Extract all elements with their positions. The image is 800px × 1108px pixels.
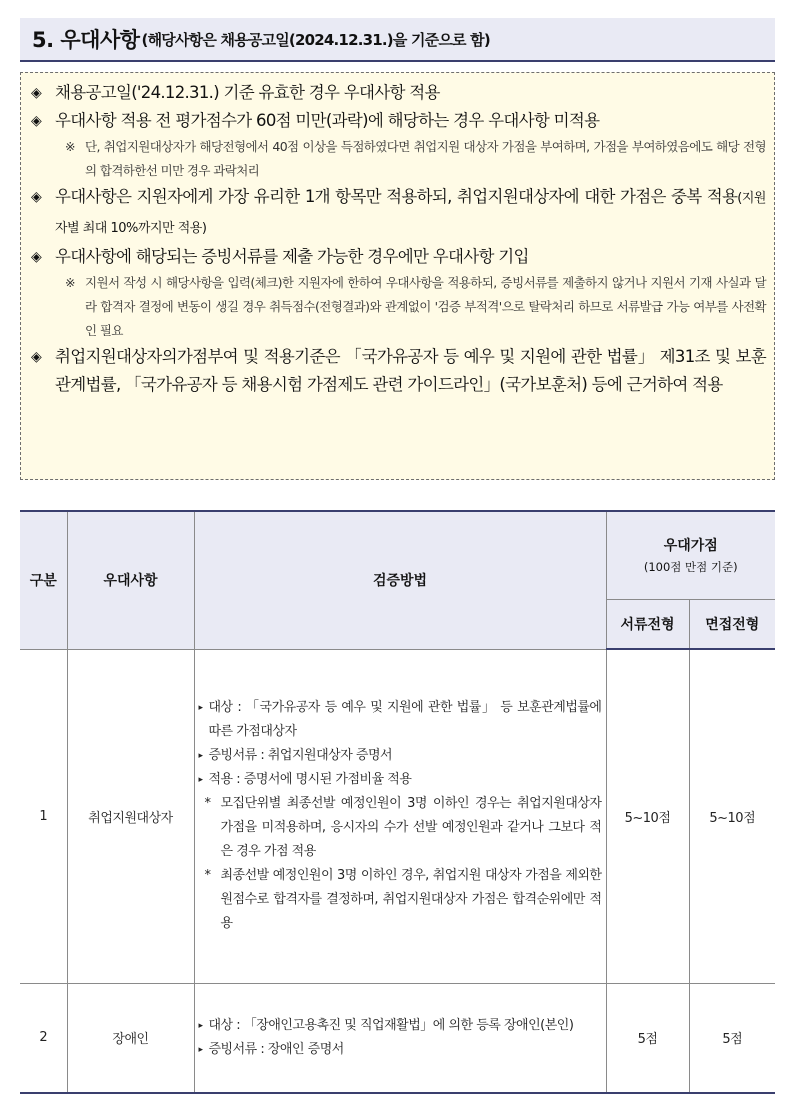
header-category: 구분 bbox=[20, 511, 67, 649]
method-text: 적용 : 증명서에 명시된 가점비율 적용 bbox=[208, 772, 412, 787]
header-method: 검증방법 bbox=[194, 511, 606, 649]
header-points-label: 우대가점 bbox=[663, 538, 718, 555]
row-preference-name: 취업지원대상자 bbox=[67, 649, 194, 983]
asterisk-icon: * bbox=[204, 796, 211, 811]
notice-note-text: 지원서 작성 시 해당사항을 입력(체크)한 지원자에 한하여 우대사항을 적용하되, 증빙서류를 제출하지 않거나 지원서 기재 사실과 달라 합격자 결정에 변동이 생길 경우 취득점수(전형결과)와 관계없이 '검증 부적격'으로 탈락처리 하므로 서류발급 가능 여부를 사전확인 필요 bbox=[85, 275, 766, 338]
notice-item-main: 우대사항은 지원자에게 가장 유리한 1개 항목만 적용하되, 취업지원대상자에 대한 가점은 중복 적용 bbox=[55, 187, 738, 206]
method-line bbox=[199, 1038, 602, 1062]
notice-item bbox=[31, 107, 766, 135]
method-text: 최종선발 예정인원이 3명 이하인 경우, 취업지원 대상자 가점을 제외한 원점수로 합격자를 결정하며, 취업지원대상자 가점은 합격순위에만 적용 bbox=[220, 868, 602, 931]
method-text: 증빙서류 : 취업지원대상자 증명서 bbox=[208, 748, 393, 763]
header-interview-stage: 면접전형 bbox=[689, 599, 775, 649]
triangle-bullet-icon: ▸ bbox=[198, 1020, 203, 1031]
notice-box bbox=[20, 72, 775, 480]
asterisk-icon: * bbox=[204, 868, 211, 883]
method-line bbox=[199, 1014, 602, 1038]
method-line bbox=[199, 768, 602, 792]
table-row bbox=[20, 649, 775, 983]
notice-item bbox=[31, 343, 766, 399]
method-text: 대상 : 「장애인고용촉진 및 직업재활법」에 의한 등록 장애인(본인) bbox=[208, 1017, 574, 1033]
note-mark-icon: ※ bbox=[65, 275, 75, 290]
method-line bbox=[199, 696, 602, 744]
row-number: 2 bbox=[20, 983, 67, 1093]
diamond-bullet-icon: ◈ bbox=[31, 85, 42, 101]
notice-item bbox=[31, 243, 766, 271]
method-line bbox=[199, 744, 602, 768]
diamond-bullet-icon: ◈ bbox=[31, 113, 42, 129]
row-number: 1 bbox=[20, 649, 67, 983]
notice-note bbox=[31, 135, 766, 183]
notice-note-text: 단, 취업지원대상자가 해당전형에서 40점 이상을 득점하였다면 취업지원 대상자 가점을 부여하며, 가점을 부여하였음에도 해당 전형의 합격하한선 미만 경우 과락처리 bbox=[85, 139, 766, 178]
method-text: 대상 : 「국가유공자 등 예우 및 지원에 관한 법률」 등 보훈관계법률에 따른 가점대상자 bbox=[208, 700, 602, 739]
row-interview-points: 5점 bbox=[689, 983, 775, 1093]
preference-table bbox=[20, 510, 775, 1094]
notice-item-text bbox=[55, 183, 766, 243]
triangle-bullet-icon: ▸ bbox=[198, 703, 203, 713]
notice-item-text: 우대사항 적용 전 평가점수가 60점 미만(과락)에 해당하는 경우 우대사항 미적용 bbox=[55, 111, 600, 130]
notice-item bbox=[31, 183, 766, 243]
method-star-line bbox=[199, 864, 602, 936]
header-document-stage: 서류전형 bbox=[606, 599, 689, 649]
notice-item-text: 채용공고일('24.12.31.) 기준 유효한 경우 우대사항 적용 bbox=[55, 83, 440, 102]
section-subtitle: (해당사항은 채용공고일(2024.12.31.)을 기준으로 함) bbox=[141, 30, 490, 49]
method-text: 모집단위별 최종선발 예정인원이 3명 이하인 경우는 취업지원대상자 가점을 미적용하며, 응시자의 수가 선발 예정인원과 같거나 그보다 적은 경우 가점 적용 bbox=[220, 796, 602, 859]
header-points-sub: (100점 만점 기준) bbox=[643, 560, 738, 575]
notice-item-text: 우대사항에 해당되는 증빙서류를 제출 가능한 경우에만 우대사항 기입 bbox=[55, 247, 529, 266]
section-header bbox=[20, 18, 775, 62]
row-interview-points: 5~10점 bbox=[689, 649, 775, 983]
table-header-row bbox=[20, 511, 775, 599]
notice-item bbox=[31, 79, 766, 107]
row-document-points: 5~10점 bbox=[606, 649, 689, 983]
note-mark-icon: ※ bbox=[65, 139, 75, 154]
method-text: 증빙서류 : 장애인 증명서 bbox=[208, 1041, 344, 1057]
diamond-bullet-icon: ◈ bbox=[31, 189, 42, 205]
row-document-points: 5점 bbox=[606, 983, 689, 1093]
triangle-bullet-icon: ▸ bbox=[198, 751, 203, 761]
triangle-bullet-icon: ▸ bbox=[198, 775, 203, 785]
table-row bbox=[20, 983, 775, 1093]
triangle-bullet-icon: ▸ bbox=[198, 1044, 203, 1055]
method-star-line bbox=[199, 792, 602, 864]
section-title: 5. 우대사항 bbox=[32, 28, 140, 52]
notice-item-text: 취업지원대상자의가점부여 및 적용기준은 「국가유공자 등 예우 및 지원에 관한 법률」 제31조 및 보훈관계법률, 「국가유공자 등 채용시험 가점제도 관련 가이드라인」(국가보훈처) 등에 근거하여 적용 bbox=[55, 347, 766, 394]
row-method bbox=[194, 649, 606, 983]
row-preference-name: 장애인 bbox=[67, 983, 194, 1093]
notice-note bbox=[31, 271, 766, 343]
diamond-bullet-icon: ◈ bbox=[31, 249, 42, 265]
header-points bbox=[606, 511, 775, 599]
notice-item-small: (지원자별 최대 10%까지만 적용) bbox=[55, 191, 766, 236]
diamond-bullet-icon: ◈ bbox=[31, 349, 42, 365]
row-method bbox=[194, 983, 606, 1093]
header-preference: 우대사항 bbox=[67, 511, 194, 649]
